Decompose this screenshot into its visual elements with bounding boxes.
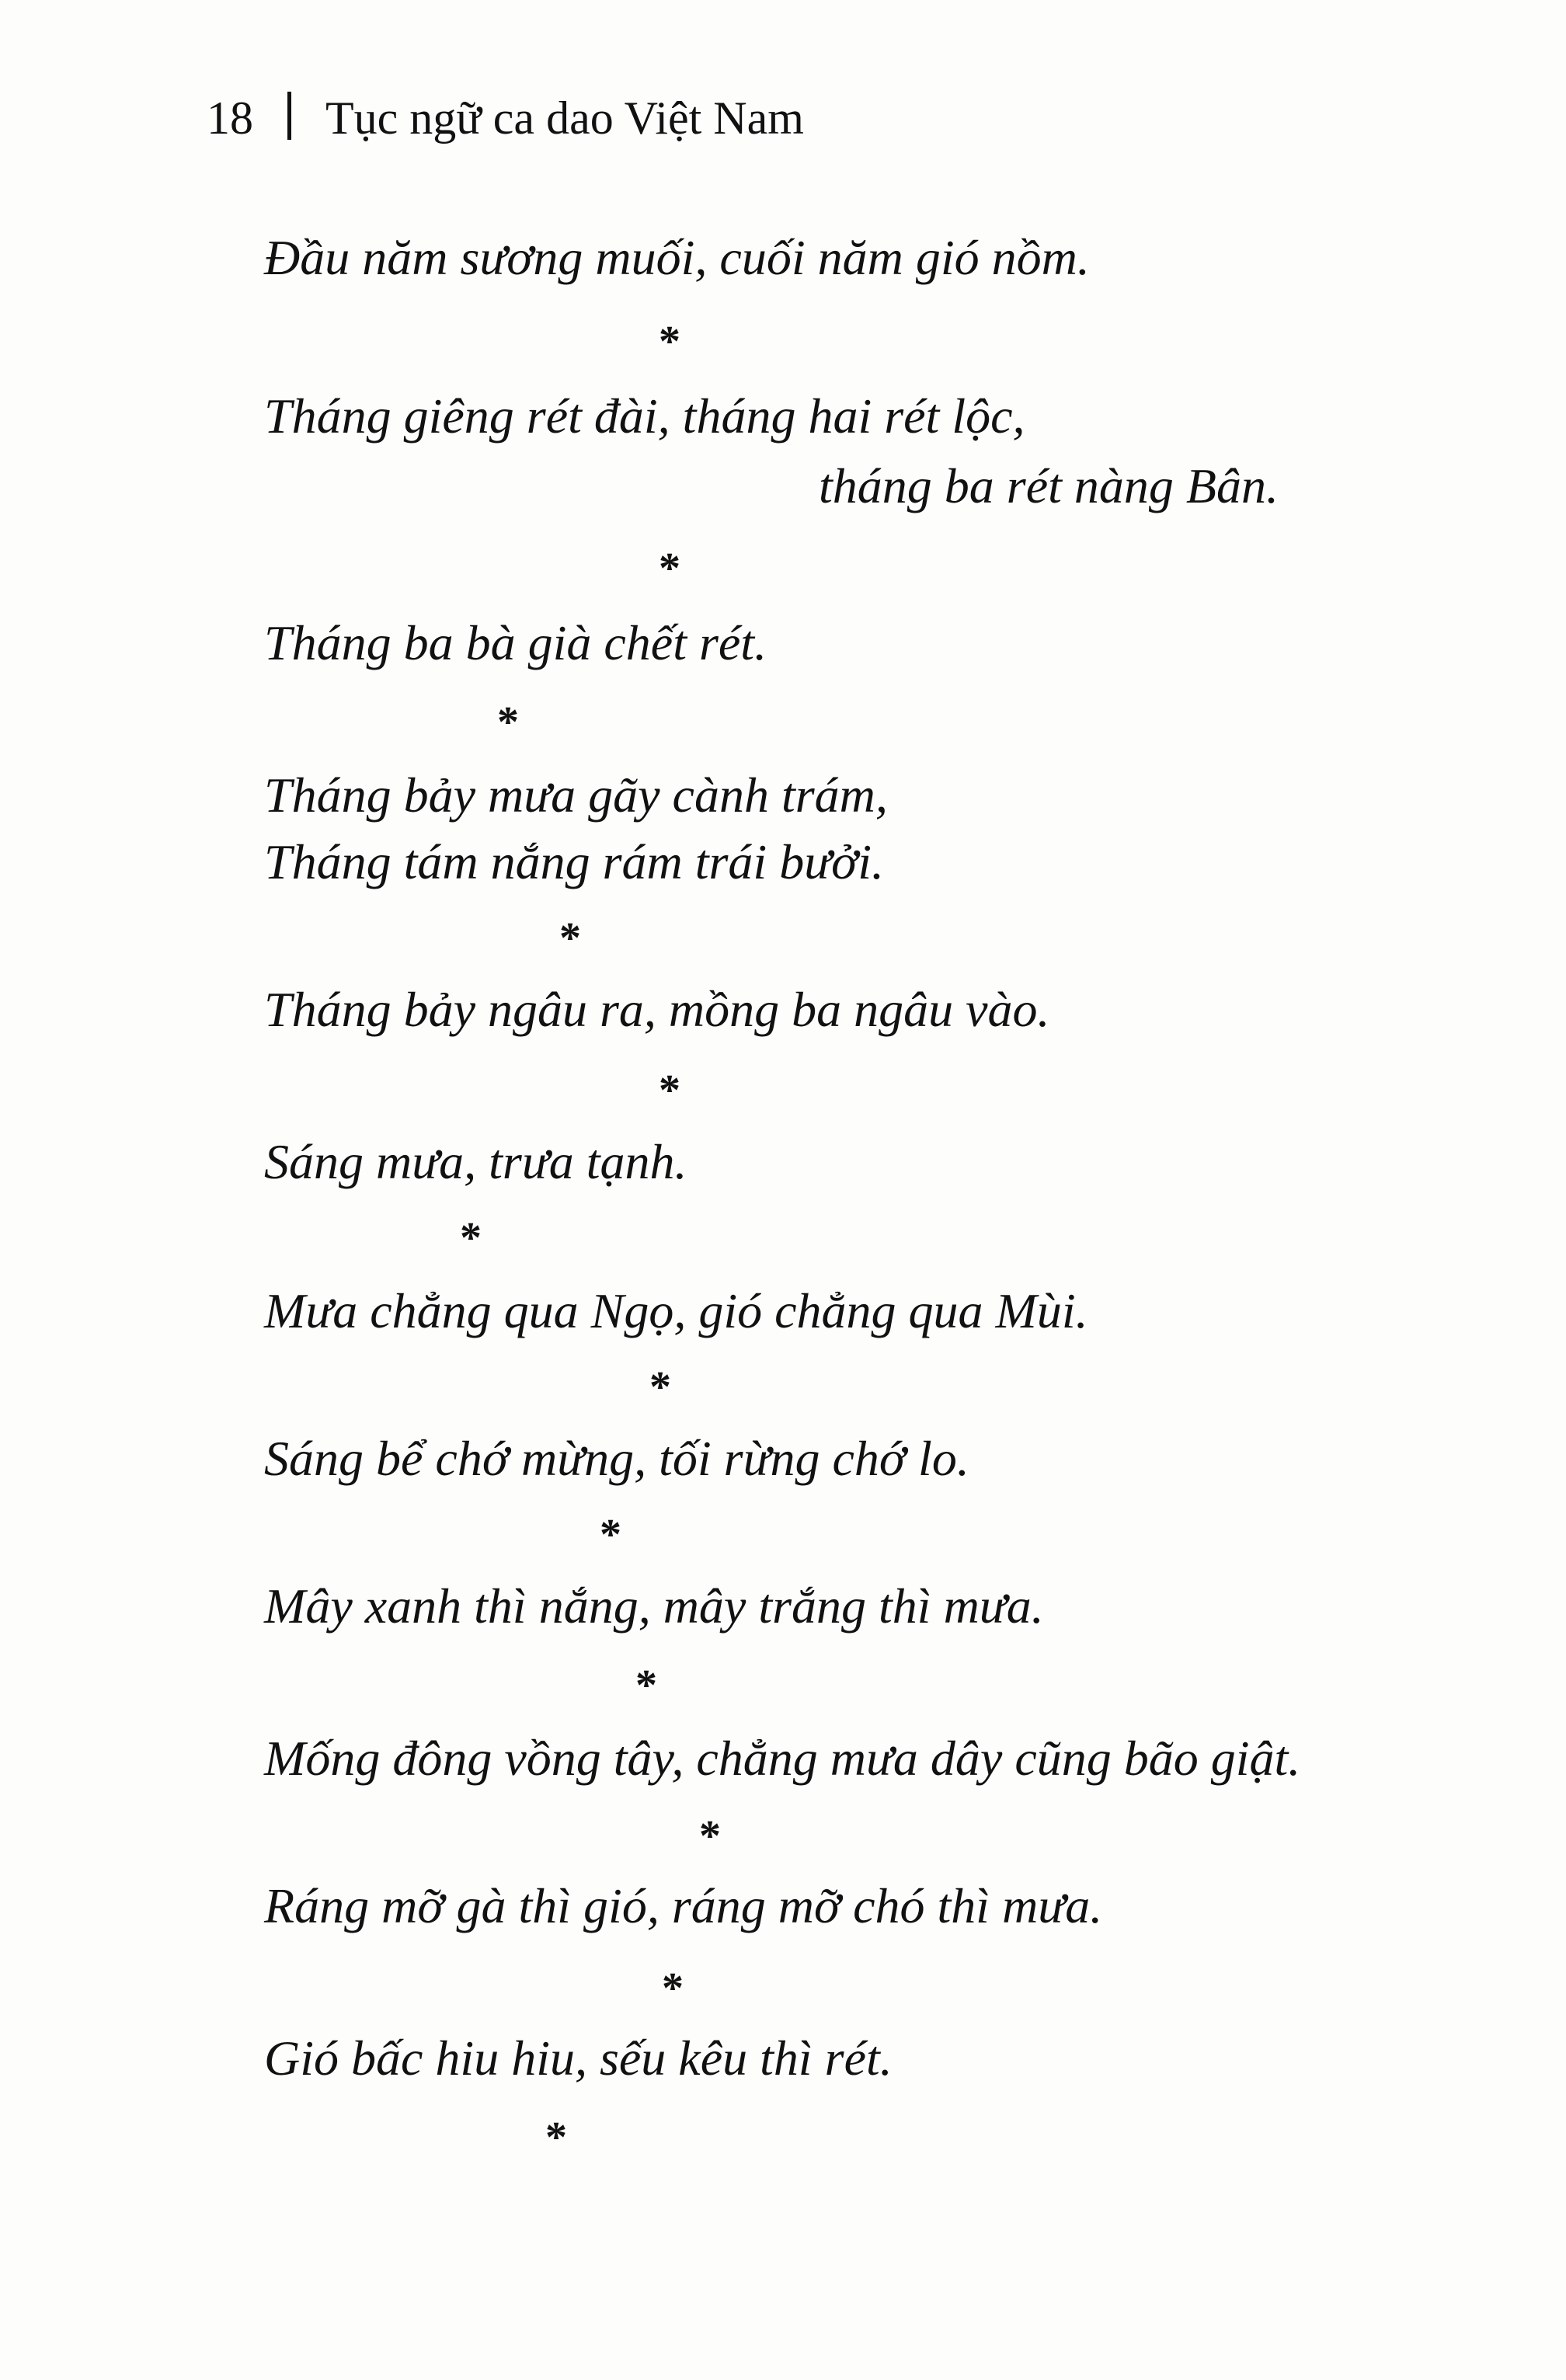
proverb-line: tháng ba rét nàng Bân. [819, 458, 1279, 513]
verse-separator: * [659, 1066, 680, 1115]
book-title: Tục ngữ ca dao Việt Nam [325, 92, 804, 144]
header-divider [287, 92, 291, 140]
proverb-line: Tháng giêng rét đài, tháng hai rét lộc, [264, 388, 1025, 444]
verse-separator: * [659, 318, 680, 366]
page-number: 18 [207, 92, 253, 144]
proverb-line: Ráng mỡ gà thì gió, ráng mỡ chó thì mưa. [264, 1878, 1103, 1933]
verse-separator: * [559, 914, 581, 962]
proverb-line: Mống đông vồng tây, chẳng mưa dây cũng bão giật. [264, 1731, 1301, 1786]
proverb-line: Mây xanh thì nắng, mây trắng thì mưa. [264, 1578, 1044, 1634]
proverb-line: Tháng ba bà già chết rét. [264, 615, 767, 670]
verse-separator: * [497, 698, 519, 746]
verse-separator: * [545, 2114, 567, 2162]
proverb-line: Gió bấc hiu hiu, sếu kêu thì rét. [264, 2030, 893, 2086]
verse-separator: * [659, 545, 680, 593]
running-header [207, 92, 804, 145]
verse-separator: * [635, 1661, 657, 1710]
proverb-line: Sáng bể chớ mừng, tối rừng chớ lo. [264, 1431, 969, 1486]
proverb-line: Tháng bảy ngâu ra, mồng ba ngâu vào. [264, 982, 1050, 1037]
verse-separator: * [699, 1812, 721, 1860]
proverb-line: Mưa chẳng qua Ngọ, gió chẳng qua Mùi. [264, 1283, 1088, 1338]
verse-separator: * [662, 1964, 684, 2013]
proverb-line: Đầu năm sương muối, cuối năm gió nồm. [264, 230, 1090, 285]
verse-separator: * [600, 1511, 621, 1559]
proverb-line: Tháng tám nắng rám trái bưởi. [264, 834, 885, 889]
proverb-line: Sáng mưa, trưa tạnh. [264, 1134, 687, 1189]
verse-separator: * [649, 1363, 671, 1411]
proverb-line: Tháng bảy mưa gãy cành trám, [264, 767, 888, 823]
verse-separator: * [460, 1214, 482, 1262]
